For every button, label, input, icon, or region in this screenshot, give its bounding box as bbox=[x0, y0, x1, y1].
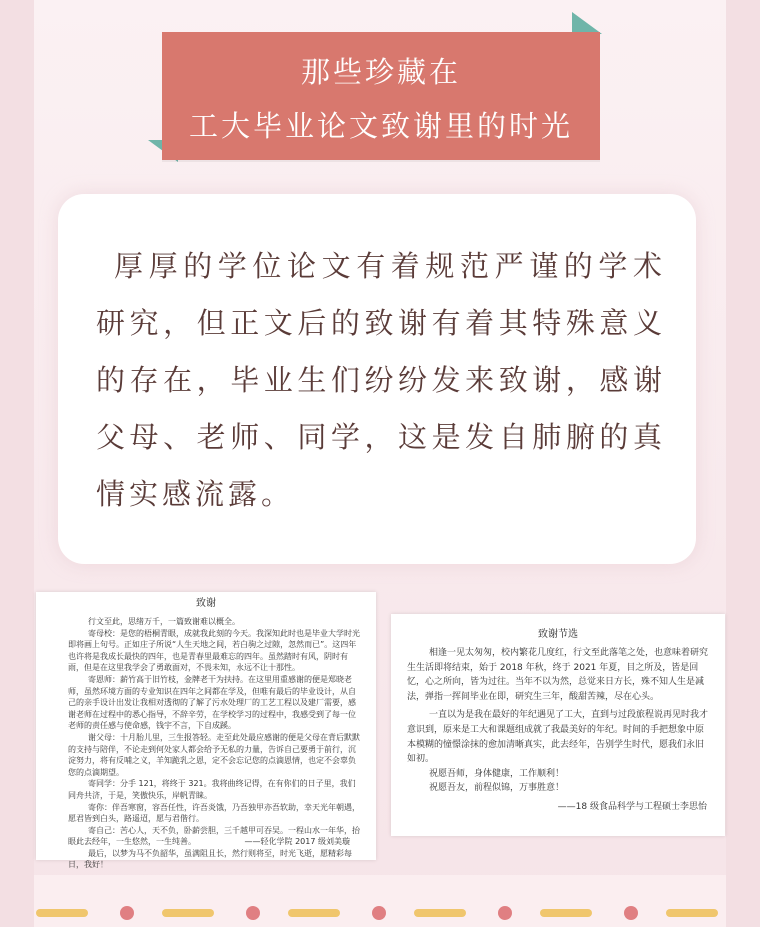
letter-right-paragraph: 祝愿吾友，前程似锦，万事胜意！ bbox=[429, 783, 565, 794]
letter-left-title: 致谢 bbox=[196, 598, 216, 609]
letter-left-paragraph: 寄同学：分手 121，将终于 321。我将曲终记得，在有你们的日子里，我们同舟共济，于是，笑傲快乐，岸帆青睐。 bbox=[68, 779, 356, 800]
decor-dash bbox=[414, 909, 466, 917]
letter-right-paragraph: 一直以为是我在最好的年纪遇见了工大，直到与过段旅程说再见时我才意识到，原来是工大和课题组成就了我最美好的年纪。时间的手把想象中原本模糊的憧憬涂抹的愈加清晰真实，此去经年，告别学生时代，愿我们永旧如初。 bbox=[407, 710, 709, 765]
letter-left-paragraph: 寄恩师：薪竹高于旧竹枝，金牌老干为扶持。在这里用重感谢的便是郑晓老师，虽然环境方面的专业知识在四年之间都在学及，但唯有最后的毕业设计，从自己的亲手设计出发让我相对透彻的了解了污水处理厂的工艺工程以及建厂需要，感谢老师在过程中的悉心指导，不辞辛劳，在学校学习的过程中，我感受到了每一位老师的责任感与使命感，钱宇不言，下自成蹊。 bbox=[68, 674, 356, 731]
ribbon-fold-right bbox=[572, 12, 602, 34]
decor-dash bbox=[288, 909, 340, 917]
letter-left-body bbox=[68, 616, 362, 871]
letter-left-paragraph: 谢父母：十月胎儿里，三生报答轻。走至此处最应感谢的便是父母在背后默默的支持与陪伴，不论走到何处家人都会给予无私的力量，告诉自己要勇于前行，沉淀努力，将有反哺之义，羊知跪乳之恩，定不会忘记您的点滴恩情，也定不会辜负您的点滴期望。 bbox=[68, 732, 360, 777]
decor-dash bbox=[540, 909, 592, 917]
decor-dot bbox=[498, 906, 512, 920]
letter-left-paragraph: 行文至此，思绪万千，一篇致谢难以概全。 bbox=[88, 617, 240, 626]
letter-left-paragraph: 最后，以梦为马不负韶华，虽满阻且长，然行则将至，时光飞逝，愿精彩每日，我好！ bbox=[68, 848, 352, 870]
banner-title-line1: 那些珍藏在 bbox=[300, 55, 461, 89]
letter-left-paragraph: 寄母校：是您的梧桐青眼，成就我此刻的今天。我深知此时也是毕业大学时光即将画上句号。正如庄子所说“人生天地之间，若白驹之过隙，忽然而已”。这四年也许将是我成长最快的四年，也是青春里最难忘的四年。虽然踏时有风，阴时有雨，但是在这里我学会了勇敢面对，不畏未知，永远不让十那性。 bbox=[68, 628, 360, 673]
decor-dash bbox=[36, 909, 88, 917]
decor-dash bbox=[162, 909, 214, 917]
letter-right-title: 致谢节选 bbox=[538, 629, 578, 640]
banner-title-line2: 工大毕业论文致谢里的时光 bbox=[188, 109, 573, 143]
intro-paragraph: 厚厚的学位论文有着规范严谨的学术研究，但正文后的致谢有着其特殊意义的存在，毕业生们纷纷发来致谢，感谢父母、老师、同学，这是发自肺腑的真情实感流露。 bbox=[96, 249, 666, 511]
decor-dot bbox=[246, 906, 260, 920]
letter-left-signature: ——轻化学院 2017 级刘美璇 bbox=[244, 837, 350, 846]
letter-right-body bbox=[407, 646, 711, 796]
decor-dash bbox=[666, 909, 718, 917]
page-edge-right bbox=[726, 0, 760, 927]
decor-dot bbox=[120, 906, 134, 920]
letter-left-paragraph: 寄自己：苦心人，天不负，卧薪尝胆，三千越甲可吞吴。一程山水一年华，抬眼此去经年，一生悠然，一生纯善。 bbox=[68, 825, 360, 847]
page-edge-left bbox=[0, 0, 34, 927]
acknowledgement-letter-right bbox=[391, 614, 725, 836]
letter-left-paragraph: 寄你：伴吾寒窗，容吾任性，许吾炎饿，乃吾独甲亦吾软助，幸天光年朝遇，愿君皆到白头，路遥迢，愿与君偕行。 bbox=[68, 802, 360, 824]
letter-right-signature: ——18 级食品科学与工程硕士李思怡 bbox=[557, 802, 707, 812]
title-banner bbox=[162, 32, 600, 160]
acknowledgement-letter-left bbox=[36, 592, 376, 870]
decor-dot bbox=[372, 906, 386, 920]
letter-right-paragraph: 相逢一见太匆匆，校内繁花几度红，行文至此落笔之处，也意味着研究生生活即将结束，始于 2018 年秋，终于 2021 年夏，目之所及，皆是回忆，心之所向，皆为过往。当年不以为然，总觉来日方长，殊不知人生是减法，弹指一挥间毕业在即，研究生三年，酸甜苦辣，尽在心头。 bbox=[407, 648, 709, 702]
letter-right-paragraph: 祝愿吾师，身体健康，工作顺利！ bbox=[429, 768, 565, 779]
decor-dot bbox=[624, 906, 638, 920]
